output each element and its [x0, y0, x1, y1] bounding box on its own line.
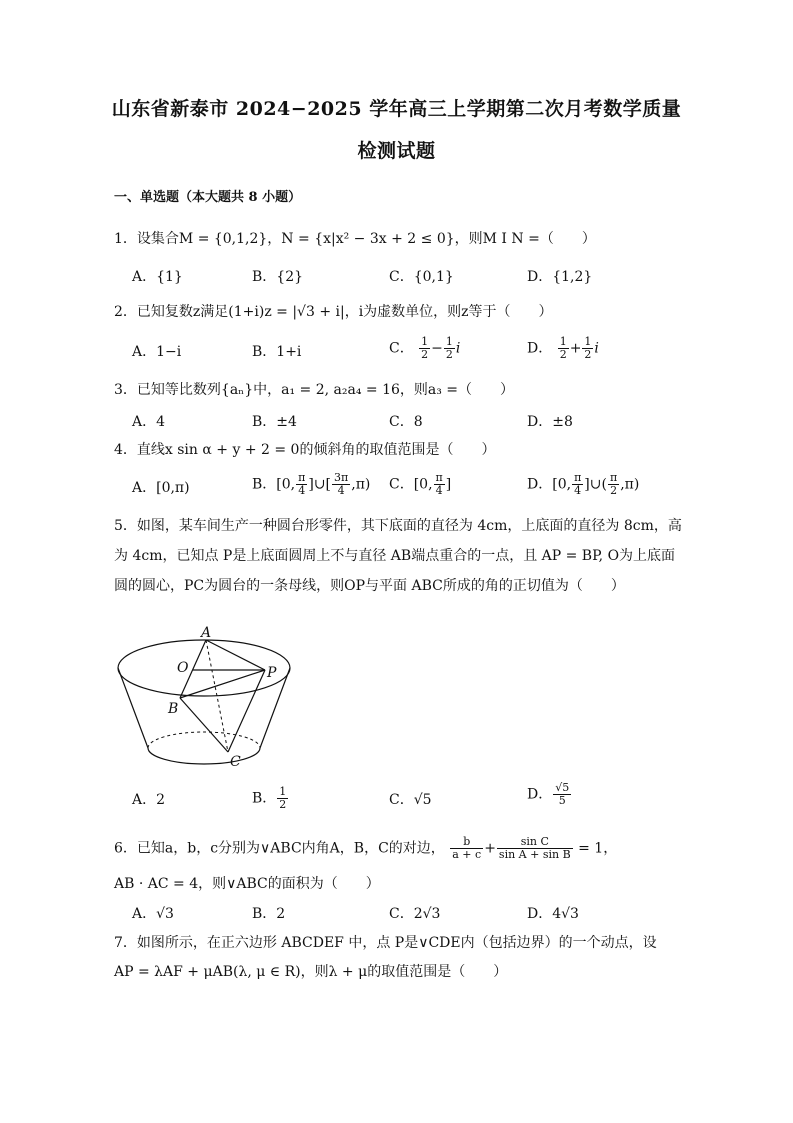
question-6: 6．已知a，b，c分别为∨ABC内角A，B，C的对边， $\frac{b}{a + c}$ + $\frac{\text{sin C}}{\text{sin A + sin B}}$ = 1， [114, 835, 618, 861]
q6-option-d: D．4√3 [527, 906, 579, 922]
q1-option-d: D．{1,2} [527, 269, 593, 285]
left-generatrix [118, 668, 148, 748]
q3-option-c: C．8 [389, 414, 423, 430]
q4-option-c-label: C． [389, 476, 414, 493]
q6-option-c: C．2√3 [389, 906, 441, 922]
q1-option-b: B．{2} [252, 269, 304, 285]
label-B: B [168, 701, 179, 717]
top-circle [118, 640, 290, 696]
q2-option-b: B．1+i [252, 344, 302, 360]
q2-option-d: D． $\frac{1}{2}$ + $\frac{1}{2}$ i [527, 335, 599, 361]
q6-text-b: = 1， [578, 840, 618, 857]
q6-option-a: A．√3 [132, 906, 174, 922]
q5-option-d: D． $\frac{√5}{5}$ [527, 781, 570, 807]
q5-option-b: B． $\frac{1}{2}$ [252, 785, 287, 811]
q3-option-d: D．±8 [527, 414, 573, 430]
q4-option-b: B．[0, $\frac{\pi}{4}$ ]∪[ $\frac{3\pi}{4}$ ,π) [252, 471, 371, 497]
q2-option-d-label: D． [527, 340, 553, 357]
bottom-circle-back [148, 732, 260, 748]
section-heading: 一、单选题（本大题共 8 小题） [114, 190, 302, 205]
question-4: 4．直线x sin α + y + 2 = 0的倾斜角的取值范围是（ ） [114, 442, 496, 458]
q2-option-c: C． $\frac{1}{2}$ − $\frac{1}{2}$ i [389, 335, 461, 361]
q4-option-c: C．[0, $\frac{\pi}{4}$ ] [389, 471, 452, 497]
q6-option-b: B．2 [252, 906, 286, 922]
question-5: 5．如图，某车间生产一种圆台形零件，其下底面的直径为 4cm，上底面的直径为 8cm，高为 4cm，已知点 P是上底面圆周上不与直径 AB端点重合的一点，且 AP = BP, O为上底面圆的圆心，PC为圆台的一条母线，则OP与平面 ABC所成的角的正切值为（ ） [114, 518, 682, 594]
label-O: O [177, 660, 189, 676]
label-C: C [230, 754, 241, 770]
exam-title-line-2: 检测试题 [357, 140, 436, 162]
bottom-circle-front [148, 748, 260, 764]
question-3: 3．已知等比数列{aₙ}中，a₁ = 2, a₂a₄ = 16，则a₃ =（ ） [114, 382, 515, 398]
question-2: 2．已知复数z满足(1+i)z = |√3 + i|，i为虚数单位，则z等于（ ） [114, 304, 553, 320]
q2-option-c-label: C． [389, 340, 414, 357]
question-1: 1．设集合M = {0,1,2}，N = {x|x² − 3x + 2 ≤ 0}，则M I N =（ ） [114, 231, 596, 247]
q4-option-b-label: B． [252, 476, 277, 493]
question-7: 7．如图所示，在正六边形 ABCDEF 中，点 P是∨CDE内（包括边界）的一个动点，设 [114, 935, 657, 951]
segment-PC [228, 670, 265, 752]
label-A: A [201, 625, 212, 641]
q2-option-a: A．1−i [132, 344, 182, 360]
q5-option-d-label: D． [527, 786, 553, 803]
segment-BC [180, 698, 228, 752]
question-7-line-2: AP = λAF + μAB(λ, μ ∈ R)，则λ + μ的取值范围是（ ） [114, 964, 508, 980]
q1-option-c: C．{0,1} [389, 269, 454, 285]
q5-option-c: C．√5 [389, 792, 432, 808]
question-6-line-2: AB · AC = 4，则∨ABC的面积为（ ） [114, 876, 380, 892]
q3-option-a: A．4 [132, 414, 166, 430]
q5-option-b-label: B． [252, 790, 277, 807]
label-P: P [267, 665, 277, 681]
q3-option-b: B．±4 [252, 414, 297, 430]
q1-option-a: A．{1} [132, 269, 183, 285]
exam-title-line-1: 山东省新泰市 2024−2025 学年高三上学期第二次月考数学质量 [111, 98, 682, 120]
segment-AP [206, 640, 265, 670]
frustum-figure [110, 620, 300, 770]
q4-option-d: D．[0, $\frac{\pi}{4}$ ]∪( $\frac{\pi}{2}$ ,π) [527, 471, 640, 497]
q5-option-a: A．2 [132, 792, 166, 808]
segment-BP [180, 670, 265, 698]
q4-option-a: A．[0,π) [132, 480, 190, 496]
q4-option-d-label: D． [527, 476, 553, 493]
q6-text-a: 6．已知a，b，c分别为∨ABC内角A，B，C的对边， [114, 840, 445, 857]
